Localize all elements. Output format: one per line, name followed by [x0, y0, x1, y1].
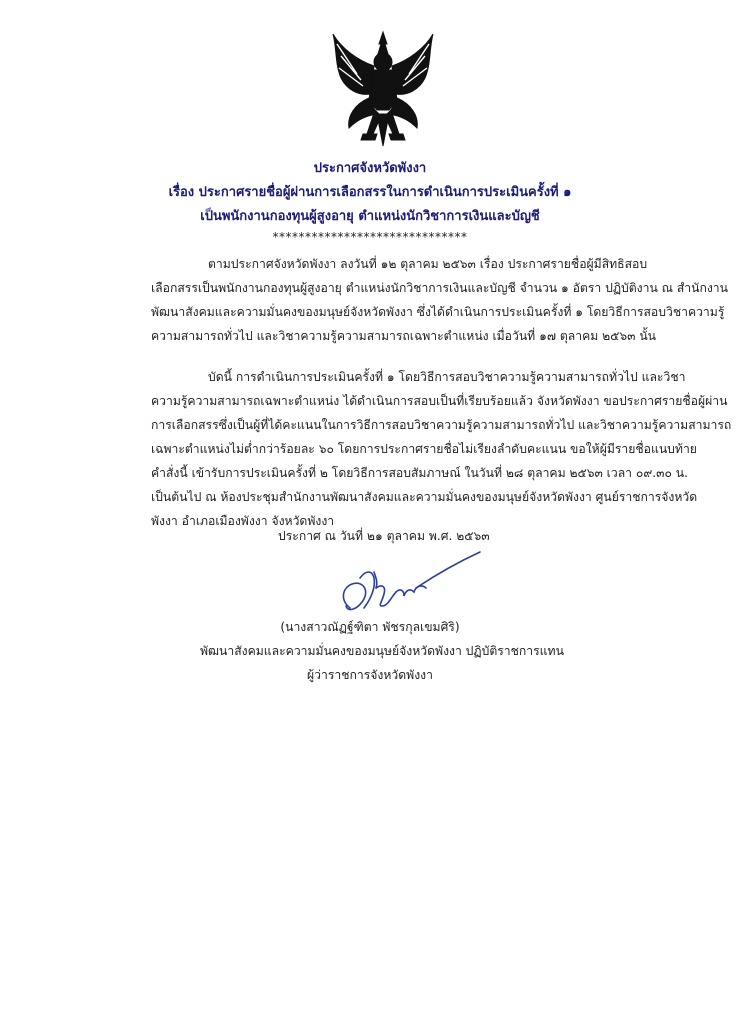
signer-position: พัฒนาสังคมและความมั่นคงของมนุษย์จังหวัดพังงา ปฏิบัติราชการแทน — [200, 644, 564, 658]
paragraph-2-line: พังงา อำเภอเมืองพังงา จังหวัดพังงา — [151, 514, 335, 528]
paragraph-2-line: บัดนี้ การดำเนินการประเมินครั้งที่ ๑ โดยวิธีการสอบวิชาความรู้ความสามารถทั่วไป และวิชา — [208, 370, 686, 384]
garuda-emblem-icon — [327, 30, 439, 148]
signer-name: (นางสาวณัฏฐ์ฑิตา พัชรกุลเขมศิริ) — [280, 620, 460, 634]
paragraph-2-line: เป็นต้นไป ณ ห้องประชุมสำนักงานพัฒนาสังคมและความมั่นคงของมนุษย์จังหวัดพังงา ศูนย์ราชการจังหวัด — [151, 490, 698, 504]
subject-line-1: เรื่อง ประกาศรายชื่อผู้ผ่านการเลือกสรรในการดำเนินการประเมินครั้งที่ ๑ — [168, 185, 572, 200]
announcement-date: ประกาศ ณ วันที่ ๒๑ ตุลาคม พ.ศ. ๒๕๖๓ — [278, 529, 490, 543]
paragraph-2-line: ความรู้ความสามารถเฉพาะตำแหน่ง ได้ดำเนินการสอบเป็นที่เรียบร้อยแล้ว จังหวัดพังงา ขอประกาศรายชื่อผู้ผ่าน — [151, 394, 728, 408]
document-title: ประกาศจังหวัดพังงา — [313, 161, 427, 176]
paragraph-1-line: พัฒนาสังคมและความมั่นคงของมนุษย์จังหวัดพังงา ซึ่งได้ดำเนินการประเมินครั้งที่ ๑ โดยวิธีการสอบวิชาความรู้ — [151, 305, 725, 319]
paragraph-1-line: เลือกสรรเป็นพนักงานกองทุนผู้สูงอายุ ตำแหน่งนักวิชาการเงินและบัญชี จำนวน ๑ อัตรา ปฏิบัติงาน ณ สำนักงาน — [151, 281, 728, 295]
paragraph-1-line: ตามประกาศจังหวัดพังงา ลงวันที่ ๑๒ ตุลาคม ๒๕๖๓ เรื่อง ประกาศรายชื่อผู้มีสิทธิสอบ — [208, 257, 648, 271]
paragraph-2-line: การเลือกสรรซึ่งเป็นผู้ที่ได้คะแนนในการวิธีการสอบวิชาความรู้ความสามารถทั่วไป และวิชาความรู้ความสามารถ — [151, 418, 732, 432]
subject-line-2: เป็นพนักงานกองทุนผู้สูงอายุ ตำแหน่งนักวิชาการเงินและบัญชี — [200, 209, 540, 224]
signer-on-behalf: ผู้ว่าราชการจังหวัดพังงา — [307, 668, 433, 682]
paragraph-1-line: ความสามารถทั่วไป และวิชาความรู้ความสามารถเฉพาะตำแหน่ง เมื่อวันที่ ๑๗ ตุลาคม ๒๕๖๓ นั้น — [151, 329, 657, 343]
paragraph-2-line: เฉพาะตำแหน่งไม่ต่ำกว่าร้อยละ ๖๐ โดยการประกาศรายชื่อไม่เรียงลำดับคะแนน ขอให้ผู้มีรายชื่อแนบท้าย — [151, 442, 697, 456]
handwritten-signature — [330, 548, 490, 626]
separator-stars: ****************************** — [272, 230, 468, 244]
paragraph-2-line: คำสั่งนี้ เข้ารับการประเมินครั้งที่ ๒ โดยวิธีการสอบสัมภาษณ์ ในวันที่ ๒๘ ตุลาคม ๒๕๖๓ เวลา ๐๙.๓๐ น. — [151, 466, 688, 480]
